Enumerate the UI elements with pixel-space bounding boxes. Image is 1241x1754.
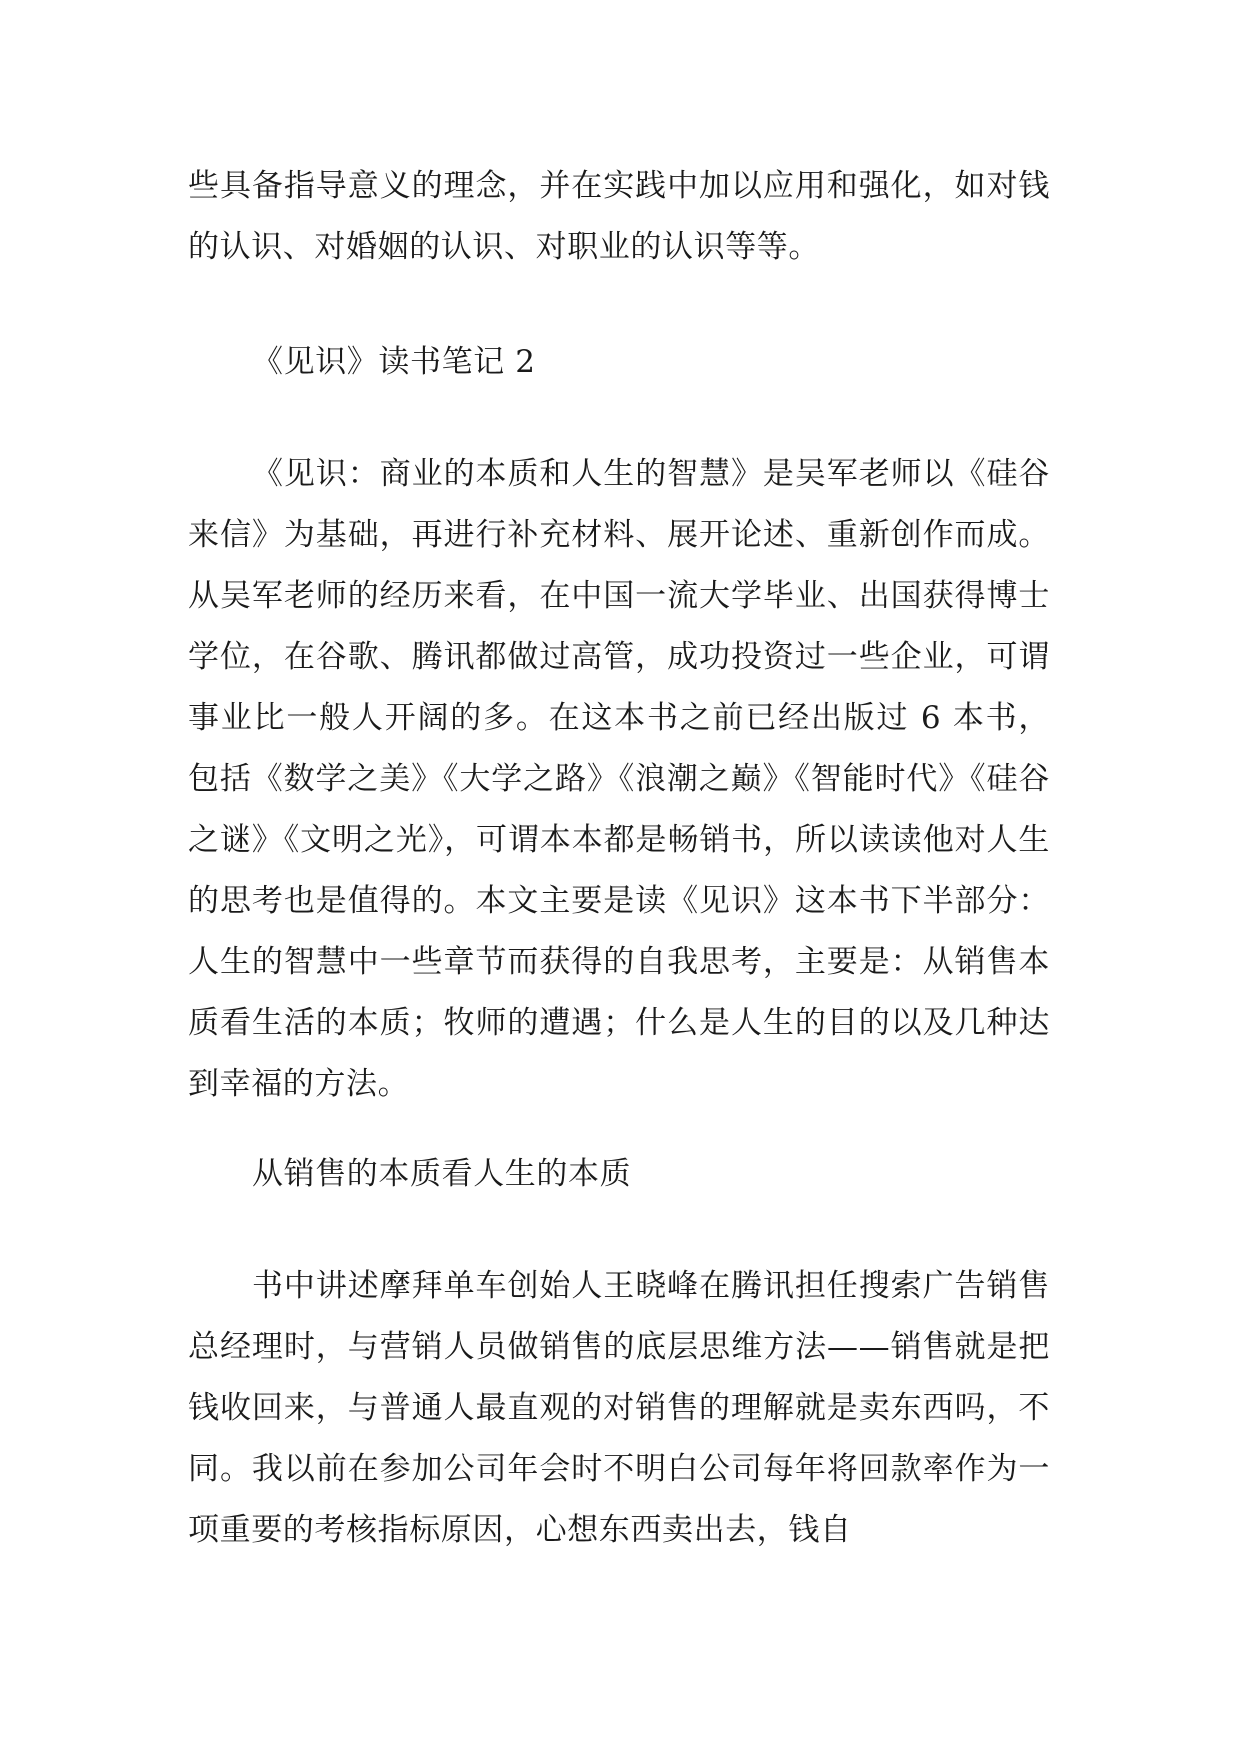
paragraph-sales-story: 书中讲述摩拜单车创始人王晓峰在腾讯担任搜索广告销售总经理时，与营销人员做销售的底层思维方法——销售就是把钱收回来，与普通人最直观的对销售的理解就是卖东西吗，不同。我以前在参加公司年会时不明白公司每年将回款率作为一项重要的考核指标原因，心想东西卖出去，钱自 bbox=[188, 1268, 1050, 1548]
section-heading-reading-notes-2: 《见识》读书笔记 2 bbox=[252, 344, 536, 380]
paragraph-continued: 些具备指导意义的理念，并在实践中加以应用和强化，如对钱的认识、对婚姻的认识、对职业的认识等等。 bbox=[188, 168, 1050, 265]
paragraph-book-introduction: 《见识：商业的本质和人生的智慧》是吴军老师以《硅谷来信》为基础，再进行补充材料、展开论述、重新创作而成。从吴军老师的经历来看，在中国一流大学毕业、出国获得博士学位，在谷歌、腾讯都做过高管，成功投资过一些企业，可谓事业比一般人开阔的多。在这本书之前已经出版过 6 本书，包括《数学之美》《大学之路》《浪潮之巅》《智能时代》《硅谷之谜》《文明之光》，可谓本本都是畅销书，所以读读他对人生的思考也是值得的。本文主要是读《见识》这本书下半部分：人生的智慧中一些章节而获得的自我思考，主要是：从销售本质看生活的本质；牧师的遭遇；什么是人生的目的以及几种达到幸福的方法。 bbox=[188, 456, 1050, 1102]
section-heading-sales-essence: 从销售的本质看人生的本质 bbox=[252, 1156, 632, 1192]
